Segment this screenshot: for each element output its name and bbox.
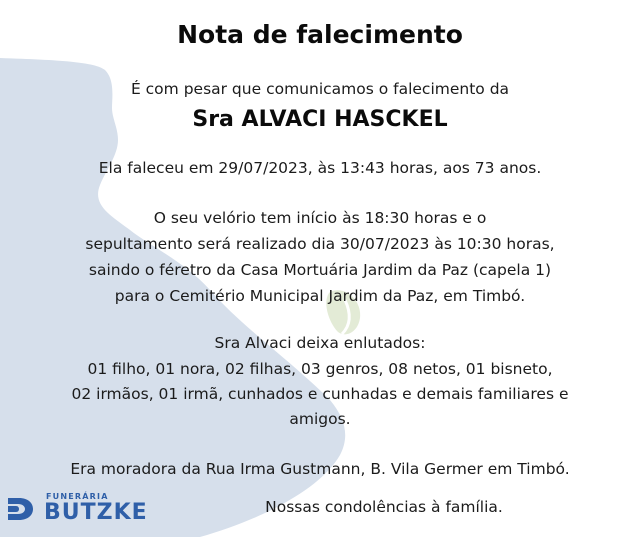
wake-line: para o Cemitério Municipal Jardim da Paz, em Timbó. xyxy=(114,287,526,305)
deceased-name: Sra ALVACI HASCKEL xyxy=(192,107,448,132)
logo-brand-text: BUTZKE xyxy=(44,500,148,525)
residence-text: Era moradora da Rua Irma Gustmann, B. Vila Germer em Timbó. xyxy=(70,460,570,478)
wake-line: sepultamento será realizado dia 30/07/2023 às 10:30 horas, xyxy=(85,235,555,253)
wake-line: saindo o féretro da Casa Mortuária Jardim da Paz (capela 1) xyxy=(88,261,552,279)
logo-small-text: FUNERÁRIA xyxy=(46,492,109,501)
condolences-text: Nossas condolências à família. xyxy=(265,498,503,516)
wake-line: O seu velório tem início às 18:30 horas e o xyxy=(153,209,487,227)
death-info-text: Ela faleceu em 29/07/2023, às 13:43 horas, aos 73 anos. xyxy=(98,159,542,177)
page-title: Nota de falecimento xyxy=(177,20,463,49)
intro-text: É com pesar que comunicamos o falecimento da xyxy=(130,80,510,98)
survivors-line: amigos. xyxy=(289,410,351,428)
survivors-line: 02 irmãos, 01 irmã, cunhados e cunhadas e demais familiares e xyxy=(71,385,569,403)
survivors-line: Sra Alvaci deixa enlutados: xyxy=(214,334,426,352)
survivors-line: 01 filho, 01 nora, 02 filhas, 03 genros, 08 netos, 01 bisneto, xyxy=(87,360,553,378)
